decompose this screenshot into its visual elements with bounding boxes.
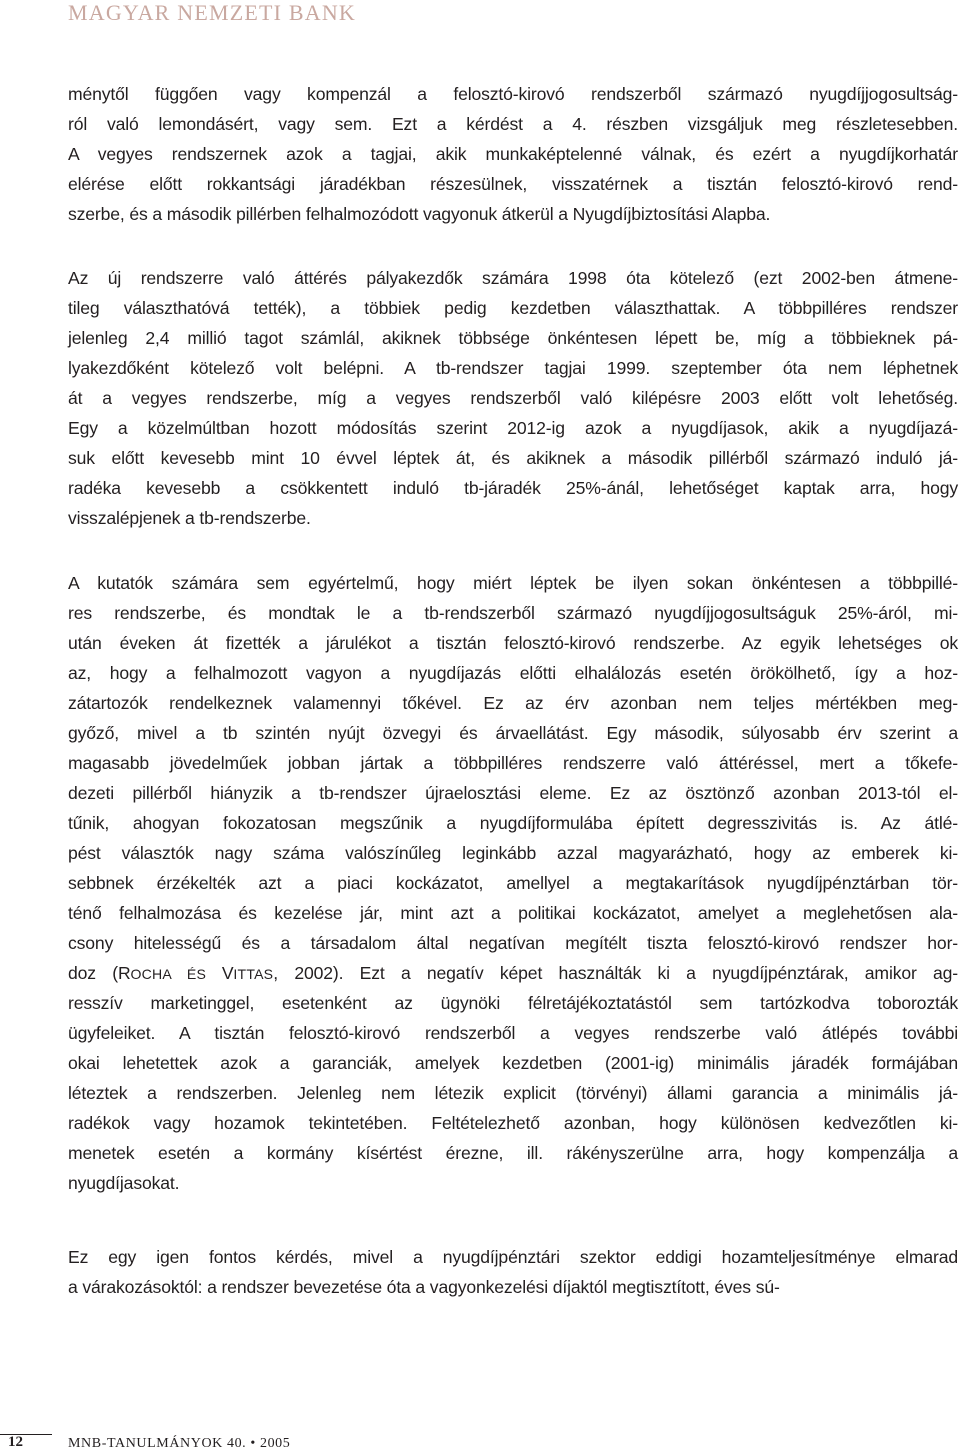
text-line: jelenleg 2,4 millió tagot számlál, akiknek többsége önkéntesen lépett be, míg a többieknek pá- (68, 328, 958, 348)
citation-before: doz ( (68, 963, 118, 983)
text-line: győző, mivel a tb szintén nyújt özvegyi és árvaellátást. Egy második, súlyosabb érv szerint a (68, 723, 958, 743)
text-line: menetek esetén a kormány kísértést érezne, ill. rákényszerülne arra, hogy kompenzálja a (68, 1143, 958, 1163)
text-line: zátartozók rendelkeznek valamennyi tőkével. Ez az érv azonban nem teljes mértékben meg- (68, 693, 958, 713)
text-line: ténő felhalmozása és kezelése jár, mint azt a politikai kockázatot, amelyet a meglehetősen ala- (68, 903, 958, 923)
text-line: Egy a közelmúltban hozott módosítás szerint 2012-ig azok a nyugdíjasok, akik a nyugdíjazá- (68, 418, 958, 438)
citation-conj: ÉS (171, 966, 222, 982)
text-line: visszalépjenek a tb-rendszerbe. (68, 508, 311, 528)
publisher-header: MAGYAR NEMZETI BANK (68, 0, 357, 25)
paragraph-2 (68, 263, 958, 533)
citation-author1-initial: R (117, 963, 131, 983)
text-line: elérése előtt rokkantsági járadékban részesülnek, visszatérnek a tisztán felosztó-kirovó rend- (68, 174, 958, 194)
text-line: suk előtt kevesebb mint 10 évvel léptek át, és akiknek a második pillérből származó induló já- (68, 448, 958, 468)
citation-author2-rest: ITTAS (233, 966, 274, 982)
text-line: lyakezdőként kötelező volt belépni. A tb-rendszer tagjai 1999. szeptember óta nem léphetnek (68, 358, 958, 378)
text-line: ménytől függően vagy kompenzál a felosztó-kirovó rendszerből származó nyugdíjjogosultság- (68, 84, 958, 104)
text-line: a várakozásoktól: a rendszer bevezetése óta a vagyonkezelési díjaktól megtisztított, éves sú- (68, 1277, 780, 1297)
text-line: tileg választhatóvá tették), a többiek pedig kezdetben választhattak. A többpilléres rendszer (68, 298, 958, 318)
text-line: A vegyes rendszernek azok a tagjai, akik munkaképtelenné válnak, és ezért a nyugdíjkorhatár (68, 144, 958, 164)
text-line: okai lehetettek azok a garanciák, amelyek kezdetben (2001-ig) minimális járadék formájában (68, 1053, 958, 1073)
journal-citation: MNB-TANULMÁNYOK 40. • 2005 (68, 1436, 291, 1451)
text-line: át a vegyes rendszerbe, míg a vegyes rendszerből való kilépésre 2003 előtt volt lehetőség. (68, 388, 958, 408)
text-line: Az új rendszerre való áttérés pályakezdők számára 1998 óta kötelező (ezt 2002-ben átmene- (68, 268, 958, 288)
citation-author2-initial: V (221, 963, 234, 983)
text-line: ügyfeleiket. A tisztán felosztó-kirovó rendszerből a vegyes rendszerbe való átlépés további (68, 1023, 958, 1043)
text-line: pést választók nagy száma valószínűleg leginkább azzal magyarázható, hogy az emberek ki- (68, 843, 958, 863)
text-line: ról való lemondásért, vagy sem. Ezt a kérdést a 4. részben vizsgáljuk meg részletesebben. (68, 114, 958, 134)
page-number: 12 (8, 1434, 23, 1450)
text-line: res rendszerbe, és mondtak le a tb-rendszerből származó nyugdíjjogosultságuk 25%-áról, mi- (68, 603, 958, 623)
text-line: Ez egy igen fontos kérdés, mivel a nyugdíjpénztári szektor eddigi hozamteljesítménye elmarad (68, 1247, 958, 1267)
text-line: magasabb jövedelműek jobban jártak a többpilléres rendszerre való áttéréssel, mert a tőkefe- (68, 753, 958, 773)
text-line: csony hitelességű és a társadalom által negatívan megítélt tiszta felosztó-kirovó rendszer hor- (68, 933, 958, 953)
citation-line (68, 958, 958, 988)
text-line: nyugdíjasokat. (68, 1173, 180, 1193)
citation-author1-rest: OCHA (130, 966, 172, 982)
paragraph-4 (68, 1242, 958, 1302)
paragraph-1 (68, 79, 958, 229)
citation-after: , 2002). Ezt a negatív képet használták ki a nyugdíjpénztárak, amikor ag- (273, 963, 958, 983)
text-line: A kutatók számára sem egyértelmű, hogy miért léptek be ilyen sokan önkéntesen a többpillé- (68, 573, 958, 593)
text-line: szerbe, és a második pillérben felhalmozódott vagyonuk átkerül a Nyugdíjbiztosítási Alapba. (68, 204, 771, 224)
text-line: resszív marketinggel, esetenként az ügynöki félretájékoztatástól sem tartózkodva toborozták (68, 993, 958, 1013)
text-line: radéka kevesebb a csökkentett induló tb-járadék 25%-ánál, lehetőséget kaptak arra, hogy (68, 478, 958, 498)
text-line: radékok vagy hozamok tekintetében. Feltételezhető azonban, hogy különösen kedvezőtlen ki- (68, 1113, 958, 1133)
text-line: sebbnek érzékelték azt a piaci kockázatot, amellyel a megtakarítások nyugdíjpénztárban tör- (68, 873, 958, 893)
text-line: léteztek a rendszerben. Jelenleg nem létezik explicit (törvényi) állami garancia a minimális já- (68, 1083, 958, 1103)
text-line: után éveken át fizették a járulékot a tisztán felosztó-kirovó rendszerbe. Az egyik lehetséges ok (68, 633, 958, 653)
paragraph-3 (68, 568, 958, 1198)
text-line: dezeti pillérből hiányzik a tb-rendszer újraelosztási eleme. Ez az ösztönző azonban 2013-tól el- (68, 783, 958, 803)
page-footer (0, 1434, 960, 1454)
text-line: az, hogy a felhalmozott vagyon a nyugdíjazás előtti elhalálozás esetén örökölhető, így a hoz- (68, 663, 958, 683)
text-line: tűnik, ahogyan fokozatosan megszűnik a nyugdíjformulába épített degresszivitás is. Az átlé- (68, 813, 958, 833)
